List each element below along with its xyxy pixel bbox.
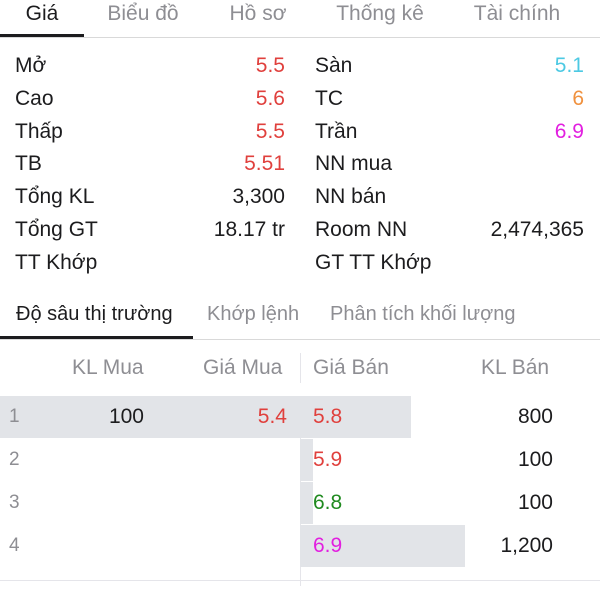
tab-ho-so[interactable]: Hồ sơ <box>229 2 287 25</box>
info-value: 5.51 <box>244 152 285 175</box>
info-label: Tổng GT <box>15 218 98 241</box>
sell-volume-bar <box>300 482 313 524</box>
info-label: Trần <box>315 120 358 143</box>
info-value: 6.9 <box>554 120 584 143</box>
orderbook-row[interactable] <box>0 439 600 481</box>
info-value: 18.17 tr <box>213 218 285 241</box>
tab-gia[interactable]: Giá <box>25 2 59 25</box>
row-index: 2 <box>9 449 20 470</box>
tab-bieu-do[interactable]: Biểu đồ <box>107 2 179 25</box>
row-index: 3 <box>9 492 20 513</box>
info-label: GT TT Khớp <box>315 251 432 274</box>
header-column-divider <box>300 353 301 383</box>
info-value: 2,474,365 <box>490 218 584 241</box>
orderbook-row[interactable] <box>0 525 600 567</box>
info-row <box>0 246 600 279</box>
header-gia-ban: Giá Bán <box>313 356 389 379</box>
buy-volume: 100 <box>108 405 144 428</box>
sell-volume: 100 <box>517 491 553 514</box>
buy-volume-bar <box>0 396 300 438</box>
info-row <box>0 180 600 213</box>
top-tabs <box>0 0 600 38</box>
header-kl-mua: KL Mua <box>72 356 144 379</box>
info-label: Mở <box>15 54 47 77</box>
row-index: 1 <box>9 406 20 427</box>
buy-price: 5.4 <box>257 405 287 428</box>
sell-volume: 100 <box>517 448 553 471</box>
info-label: TB <box>15 152 42 175</box>
subtab-phan-tich-khoi-luong[interactable]: Phân tích khối lượng <box>330 303 516 325</box>
info-label: TT Khớp <box>15 251 98 274</box>
subtab-khop-lenh[interactable]: Khớp lệnh <box>207 303 300 325</box>
info-value: 6 <box>572 87 584 110</box>
header-gia-mua: Giá Mua <box>203 356 283 379</box>
info-value: 5.5 <box>255 120 285 143</box>
info-label: NN bán <box>315 185 387 208</box>
info-row <box>0 49 600 82</box>
active-tab-indicator <box>0 34 84 37</box>
tab-tai-chinh[interactable]: Tài chính <box>473 2 561 25</box>
tab-thong-ke[interactable]: Thống kê <box>336 2 424 25</box>
info-label: Cao <box>15 87 54 110</box>
sub-tabs <box>0 296 600 340</box>
info-label: Sàn <box>315 54 353 77</box>
info-label: NN mua <box>315 152 393 175</box>
info-value: 5.6 <box>255 87 285 110</box>
sell-price: 6.8 <box>313 491 343 514</box>
info-label: Room NN <box>315 218 408 241</box>
info-row <box>0 82 600 115</box>
sell-volume: 800 <box>517 405 553 428</box>
info-label: TC <box>315 87 343 110</box>
info-value: 5.5 <box>255 54 285 77</box>
info-label: Thấp <box>15 120 63 143</box>
sell-volume: 1,200 <box>500 534 553 557</box>
sell-price: 6.9 <box>313 534 343 557</box>
info-row <box>0 147 600 180</box>
row-index: 4 <box>9 535 20 556</box>
info-label: Tổng KL <box>15 185 95 208</box>
sell-volume-bar <box>300 439 313 481</box>
sell-price: 5.9 <box>313 448 343 471</box>
orderbook-row[interactable] <box>0 482 600 524</box>
sell-price: 5.8 <box>313 405 343 428</box>
orderbook-row[interactable] <box>0 396 600 438</box>
info-value: 3,300 <box>232 185 285 208</box>
bottom-divider <box>0 580 600 581</box>
info-row <box>0 213 600 246</box>
info-row <box>0 115 600 148</box>
active-subtab-indicator <box>0 336 193 339</box>
subtab-do-sau-thi-truong[interactable]: Độ sâu thị trường <box>16 303 173 325</box>
header-kl-ban: KL Bán <box>481 356 550 379</box>
info-value: 5.1 <box>554 54 584 77</box>
